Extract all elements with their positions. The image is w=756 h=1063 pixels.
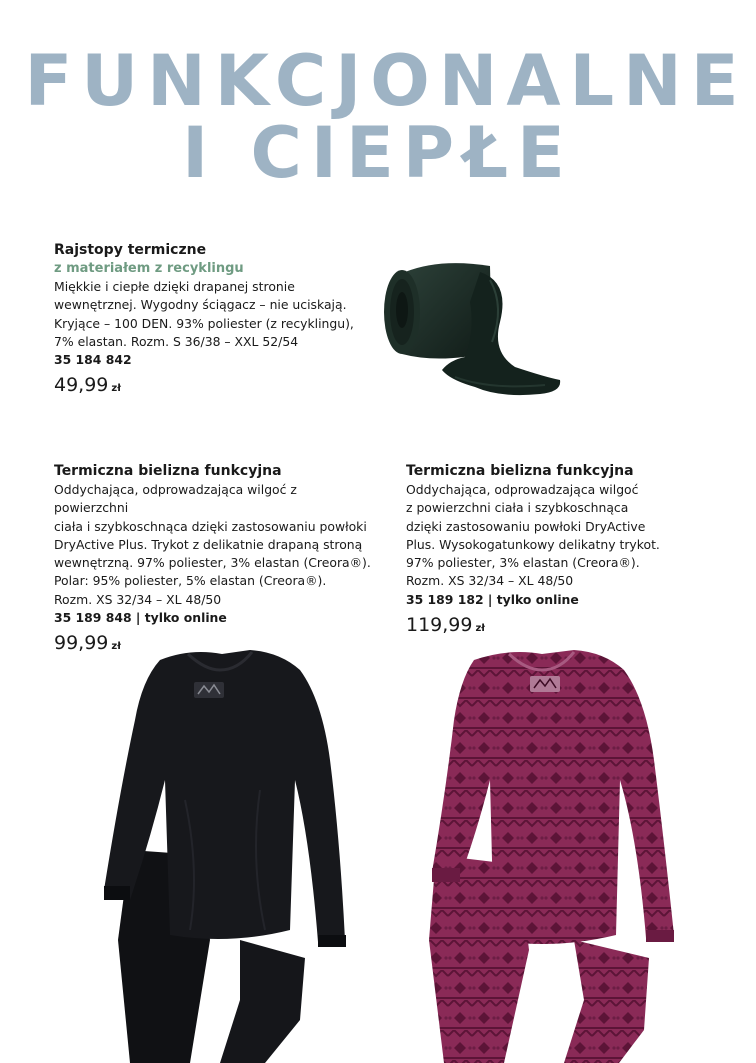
description-line: Oddychająca, odprowadzająca wilgoć	[406, 482, 639, 497]
product-price	[406, 613, 726, 641]
price-value: 119,99	[406, 614, 473, 637]
product-title: Termiczna bielizna funkcyjna	[406, 463, 634, 479]
product-subtitle: z materiałem z recyklingu	[54, 261, 244, 276]
headline-line-2: I CIEPŁE	[182, 112, 574, 194]
price-currency: zł	[111, 383, 121, 395]
product-purple-underwear	[406, 461, 726, 641]
description-line: 7% elastan. Rozm. S 36/38 – XXL 52/54	[54, 333, 299, 349]
tights-image	[380, 252, 570, 402]
product-description	[406, 481, 726, 591]
product-tights	[54, 240, 374, 401]
product-sku: 35 184 842	[54, 352, 132, 368]
description-line: z powierzchni ciała i szybkoschnąca	[406, 500, 629, 516]
description-line: Rozm. XS 32/34 – XL 48/50	[54, 591, 222, 607]
price-currency: zł	[111, 641, 121, 653]
description-line: Plus. Wysokogatunkowy delikatny trykot.	[406, 536, 660, 552]
product-description	[54, 481, 374, 609]
product-title: Termiczna bielizna funkcyjna	[54, 463, 282, 479]
product-price	[54, 373, 374, 401]
description-line: Miękkie i ciepłe dzięki drapanej stronie	[54, 279, 295, 294]
price-value: 49,99	[54, 374, 109, 397]
black-underwear-image	[90, 640, 370, 1063]
description-line: dzięki zastosowaniu powłoki DryActive	[406, 518, 646, 534]
purple-underwear-image	[424, 640, 694, 1063]
description-line: wewnętrznej. Wygodny ściągacz – nie uciskają.	[54, 297, 347, 313]
description-line: Polar: 95% poliester, 5% elastan (Creora®).	[54, 573, 327, 589]
product-black-underwear	[54, 461, 374, 659]
product-sku: 35 189 182 | tylko online	[406, 591, 579, 607]
description-line: Kryjące – 100 DEN. 93% poliester (z recyklingu),	[54, 315, 354, 331]
description-line: DryActive Plus. Trykot z delikatnie drapaną stroną	[54, 536, 363, 552]
description-line: wewnętrzną. 97% poliester, 3% elastan (Creora®).	[54, 555, 371, 571]
product-title: Rajstopy termiczne	[54, 242, 207, 258]
price-value: 99,99	[54, 632, 109, 655]
product-sku: 35 189 848 | tylko online	[54, 610, 227, 626]
description-line: Oddychająca, odprowadzająca wilgoć z powierzchni	[54, 482, 297, 516]
description-line: 97% poliester, 3% elastan (Creora®).	[406, 555, 640, 571]
headline-line-1: FUNKCJONALNE	[24, 40, 748, 122]
description-line: Rozm. XS 32/34 – XL 48/50	[406, 573, 574, 589]
price-currency: zł	[475, 623, 486, 635]
product-description	[54, 278, 374, 351]
description-line: ciała i szybkoschnąca dzięki zastosowaniu powłoki	[54, 518, 367, 534]
